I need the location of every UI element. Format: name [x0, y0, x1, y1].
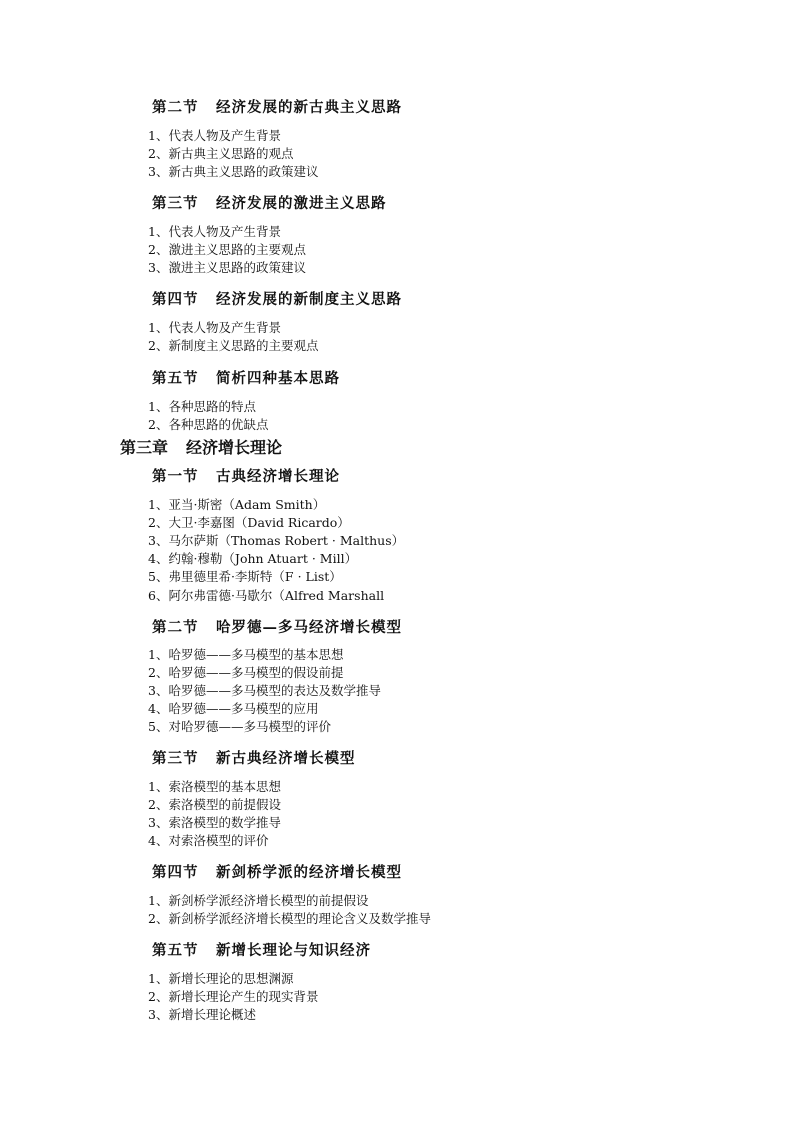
- list-item: 1、亚当·斯密（Adam Smith）: [148, 497, 326, 512]
- list-item: 4、哈罗德——多马模型的应用: [148, 701, 319, 716]
- list-item: 1、代表人物及产生背景: [148, 320, 281, 335]
- list-item: 4、约翰·穆勒（John Atuart · Mill）: [148, 551, 358, 566]
- list-item: 1、新剑桥学派经济增长模型的前提假设: [148, 893, 369, 908]
- list-item: 6、阿尔弗雷德·马歇尔（Alfred Marshall: [148, 588, 385, 603]
- list-item: 3、激进主义思路的政策建议: [148, 260, 306, 275]
- section-heading: 第五节 新增长理论与知识经济: [152, 942, 371, 959]
- list-item: 2、新古典主义思路的观点: [148, 146, 294, 161]
- section-heading: 第一节 古典经济增长理论: [152, 468, 340, 485]
- section-heading: 第四节 经济发展的新制度主义思路: [152, 291, 402, 308]
- list-item: 1、新增长理论的思想渊源: [148, 971, 294, 986]
- list-item: 5、弗里德里希·李斯特（F · List）: [148, 569, 342, 584]
- list-item: 2、新剑桥学派经济增长模型的理论含义及数学推导: [148, 911, 431, 926]
- list-item: 3、哈罗德——多马模型的表达及数学推导: [148, 683, 381, 698]
- list-item: 1、代表人物及产生背景: [148, 128, 281, 143]
- section-heading: 第四节 新剑桥学派的经济增长模型: [152, 864, 402, 881]
- list-item: 3、新古典主义思路的政策建议: [148, 164, 319, 179]
- list-item: 1、各种思路的特点: [148, 399, 256, 414]
- list-item: 2、各种思路的优缺点: [148, 417, 269, 432]
- list-item: 3、索洛模型的数学推导: [148, 815, 281, 830]
- section-heading: 第三节 经济发展的激进主义思路: [152, 195, 387, 212]
- list-item: 1、哈罗德——多马模型的基本思想: [148, 647, 344, 662]
- list-item: 2、激进主义思路的主要观点: [148, 242, 306, 257]
- list-item: 2、新制度主义思路的主要观点: [148, 338, 319, 353]
- list-item: 4、对索洛模型的评价: [148, 833, 269, 848]
- list-item: 2、索洛模型的前提假设: [148, 797, 281, 812]
- section-heading: 第五节 简析四种基本思路: [152, 370, 340, 387]
- list-item: 3、马尔萨斯（Thomas Robert · Malthus）: [148, 533, 405, 548]
- section-heading: 第三节 新古典经济增长模型: [152, 750, 356, 767]
- list-item: 2、哈罗德——多马模型的假设前提: [148, 665, 344, 680]
- section-heading: 第二节 哈罗德—多马经济增长模型: [152, 619, 402, 636]
- list-item: 2、大卫·李嘉图（David Ricardo）: [148, 515, 350, 530]
- list-item: 3、新增长理论概述: [148, 1007, 256, 1022]
- chapter-heading: 第三章 经济增长理论: [120, 438, 283, 457]
- list-item: 1、代表人物及产生背景: [148, 224, 281, 239]
- list-item: 1、索洛模型的基本思想: [148, 779, 281, 794]
- list-item: 5、对哈罗德——多马模型的评价: [148, 719, 331, 734]
- list-item: 2、新增长理论产生的现实背景: [148, 989, 319, 1004]
- section-heading: 第二节 经济发展的新古典主义思路: [152, 99, 402, 116]
